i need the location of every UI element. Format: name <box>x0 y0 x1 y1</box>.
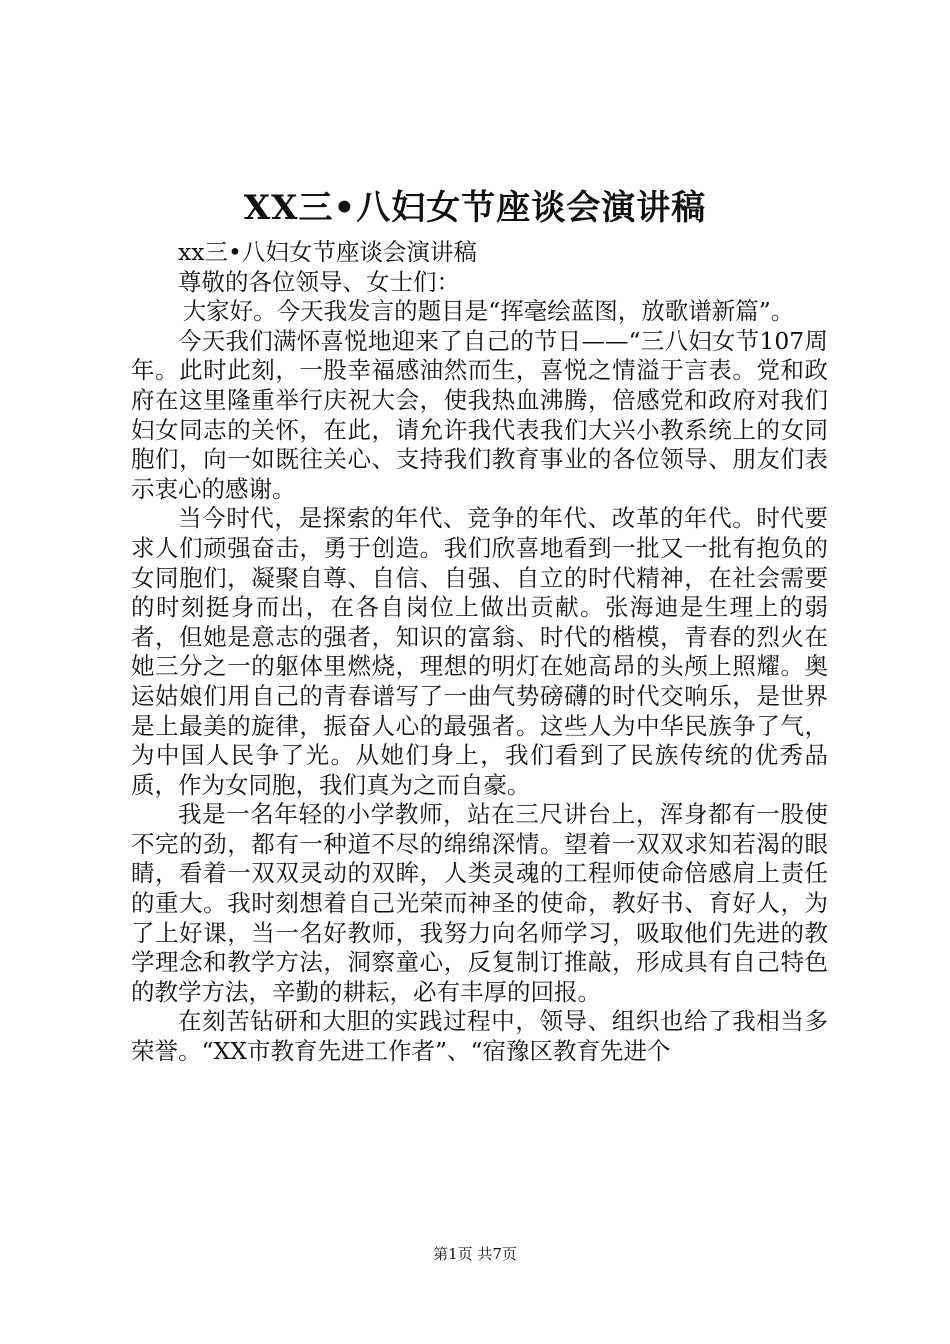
page-number: 第1页 共7页 <box>433 1245 517 1263</box>
paragraph-salutation: 尊敬的各位领导、女士们： <box>178 267 460 296</box>
paragraph-era: 当今时代，是探索的年代、竞争的年代、改革的年代。时代要求人们顽强奋击，勇于创造。我们欣喜地看到一批又一批有抱负的女同胞们，凝聚自尊、自信、自强、自立的时代精神，在社会需要的时刻挺身而出，在各自岗位上做出贡献。张海迪是生理上的弱者，但她是意志的强者，知识的富翁、时代的楷模，青春的烈火在她三分之一的躯体里燃烧，理想的明灯在她高昂的头颅上照耀。奥运姑娘们用自己的青春谱写了一曲气势磅礴的时代交响乐，是世界是上最美的旋律，振奋人心的最强者。这些人为中华民族争了气，为中国人民争了光。从她们身上，我们看到了民族传统的优秀品质，作为女同胞，我们真为之而自豪。 <box>131 504 828 799</box>
paragraph-greeting: 大家好。今天我发言的题目是“挥毫绘蓝图，放歌谱新篇”。 <box>182 297 795 326</box>
paragraph-holiday: 今天我们满怀喜悦地迎来了自己的节日——“三八妇女节107周年。此时此刻，一股幸福感油然而生，喜悦之情溢于言表。党和政府在这里隆重举行庆祝大会，使我热血沸腾，倍感党和政府对我们妇女同志的关怀，在此，请允许我代表我们大兴小教系统上的女同胞们，向一如既往关心、支持我们教育事业的各位领导、朋友们表示衷心的感谢。 <box>131 326 828 503</box>
document-body <box>131 238 828 1067</box>
paragraph-subtitle: xx三•八妇女节座谈会演讲稿 <box>178 238 477 266</box>
paragraph-honors: 在刻苦钻研和大胆的实践过程中，领导、组织也给了我相当多荣誉。“XX市教育先进工作者”、“宿豫区教育先进个 <box>131 1007 828 1066</box>
paragraph-teacher: 我是一名年轻的小学教师，站在三尺讲台上，浑身都有一股使不完的劲，都有一种道不尽的绵绵深情。望着一双双求知若渴的眼睛，看着一双双灵动的双眸，人类灵魂的工程师使命倍感肩上责任的重大。我时刻想着自己光荣而神圣的使命，教好书、育好人，为了上好课，当一名好教师，我努力向名师学习，吸取他们先进的教学理念和教学方法，洞察童心，反复制订推敲，形成具有自己特色的教学方法，辛勤的耕耘，必有丰厚的回报。 <box>131 800 828 1006</box>
document-title: XX三•八妇女节座谈会演讲稿 <box>243 188 707 228</box>
